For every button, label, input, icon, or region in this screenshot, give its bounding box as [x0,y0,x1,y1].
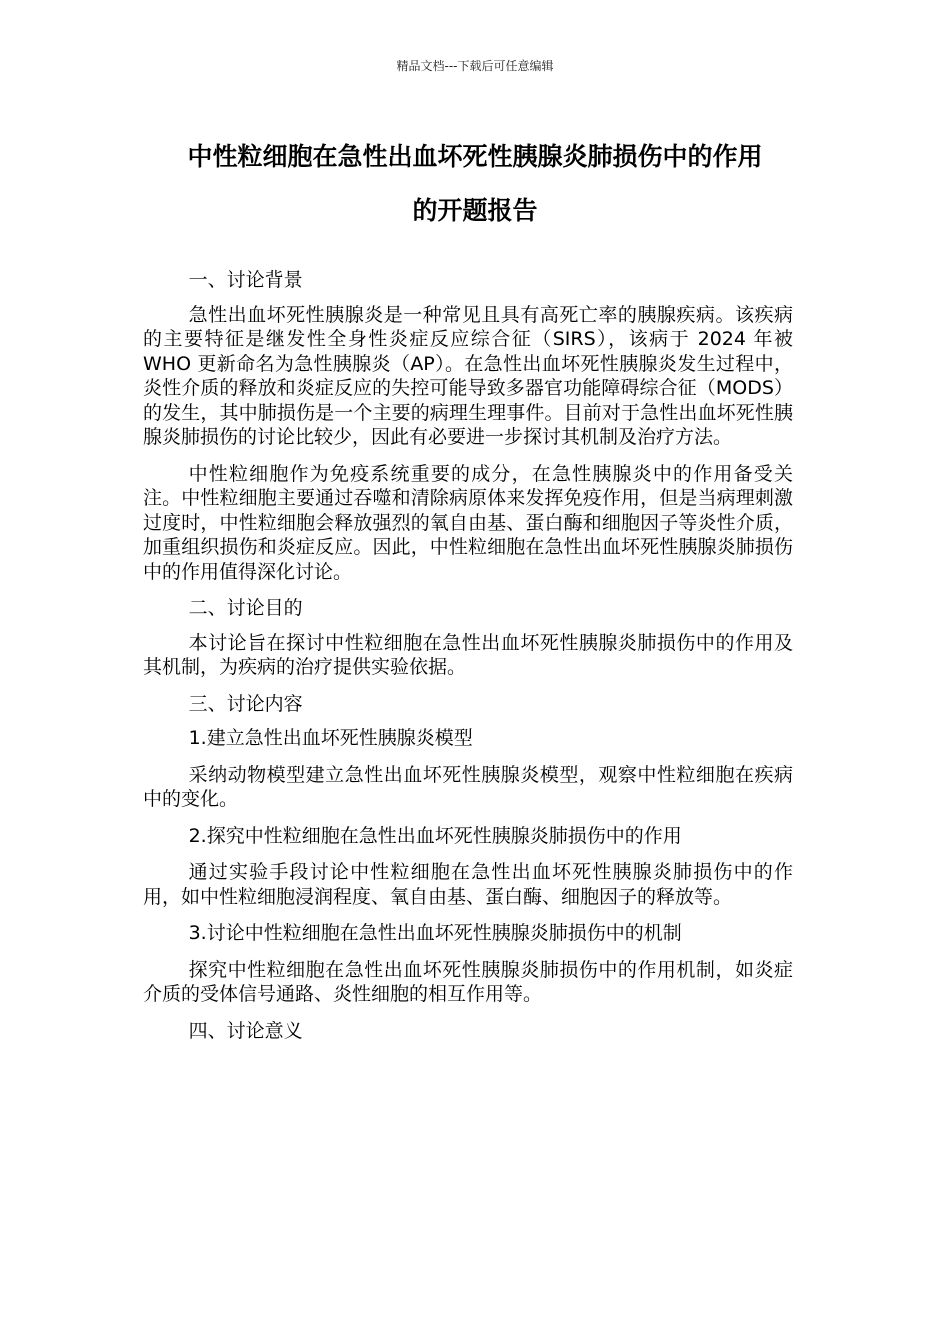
section-heading-purpose: 二、讨论目的 [188,597,303,619]
content-item-3-title: 3.讨论中性粒细胞在急性出血坏死性胰腺炎肺损伤中的机制 [188,922,682,944]
content-item-1-title: 1.建立急性出血坏死性胰腺炎模型 [188,727,473,749]
content-item-3-text: 探究中性粒细胞在急性出血坏死性胰腺炎肺损伤中的作用机制，如炎症介质的受体信号通路、炎性细胞的相互作用等。 [143,958,793,1005]
title-line-1: 中性粒细胞在急性出血坏死性胰腺炎肺损伤中的作用 [187,142,763,171]
content-item-1-text: 采纳动物模型建立急性出血坏死性胰腺炎模型，观察中性粒细胞在疾病中的变化。 [143,763,793,810]
section-heading-background: 一、讨论背景 [188,269,303,291]
content-item-2-text: 通过实验手段讨论中性粒细胞在急性出血坏死性胰腺炎肺损伤中的作用，如中性粒细胞浸润程度、氧自由基、蛋白酶、细胞因子的释放等。 [143,861,793,908]
section-heading-significance: 四、讨论意义 [188,1019,303,1042]
header-note: 精品文档---下载后可任意编辑 [396,59,554,73]
paragraph-background-1: 急性出血坏死性胰腺炎是一种常见且具有高死亡率的胰腺疾病。该疾病的主要特征是继发性全身性炎症反应综合征（SIRS），该病于 2024 年被 WHO 更新命名为急性胰腺炎（AP）。在急性出血坏死性胰腺炎发生过程中，炎性介质的释放和炎症反应的失控可能导致多器官功能障碍综合征（MODS）的发生，其中肺损伤是一个主要的病理生理事件。目前对于急性出血坏死性胰腺炎肺损伤的讨论比较少，因此有必要进一步探讨其机制及治疗方法。 [143,303,793,448]
paragraph-background-2: 中性粒细胞作为免疫系统重要的成分，在急性胰腺炎中的作用备受关注。中性粒细胞主要通过吞噬和清除病原体来发挥免疫作用，但是当病理刺激过度时，中性粒细胞会释放强烈的氧自由基、蛋白酶和细胞因子等炎性介质，加重组织损伤和炎症反应。因此，中性粒细胞在急性出血坏死性胰腺炎肺损伤中的作用值得深化讨论。 [143,462,793,583]
document-title [140,130,810,238]
paragraph-purpose: 本讨论旨在探讨中性粒细胞在急性出血坏死性胰腺炎肺损伤中的作用及其机制，为疾病的治疗提供实验依据。 [143,631,793,678]
title-line-2: 的开题报告 [412,196,538,225]
section-heading-content: 三、讨论内容 [188,692,303,715]
document-body [143,268,793,1053]
content-item-2-title: 2.探究中性粒细胞在急性出血坏死性胰腺炎肺损伤中的作用 [188,824,682,847]
